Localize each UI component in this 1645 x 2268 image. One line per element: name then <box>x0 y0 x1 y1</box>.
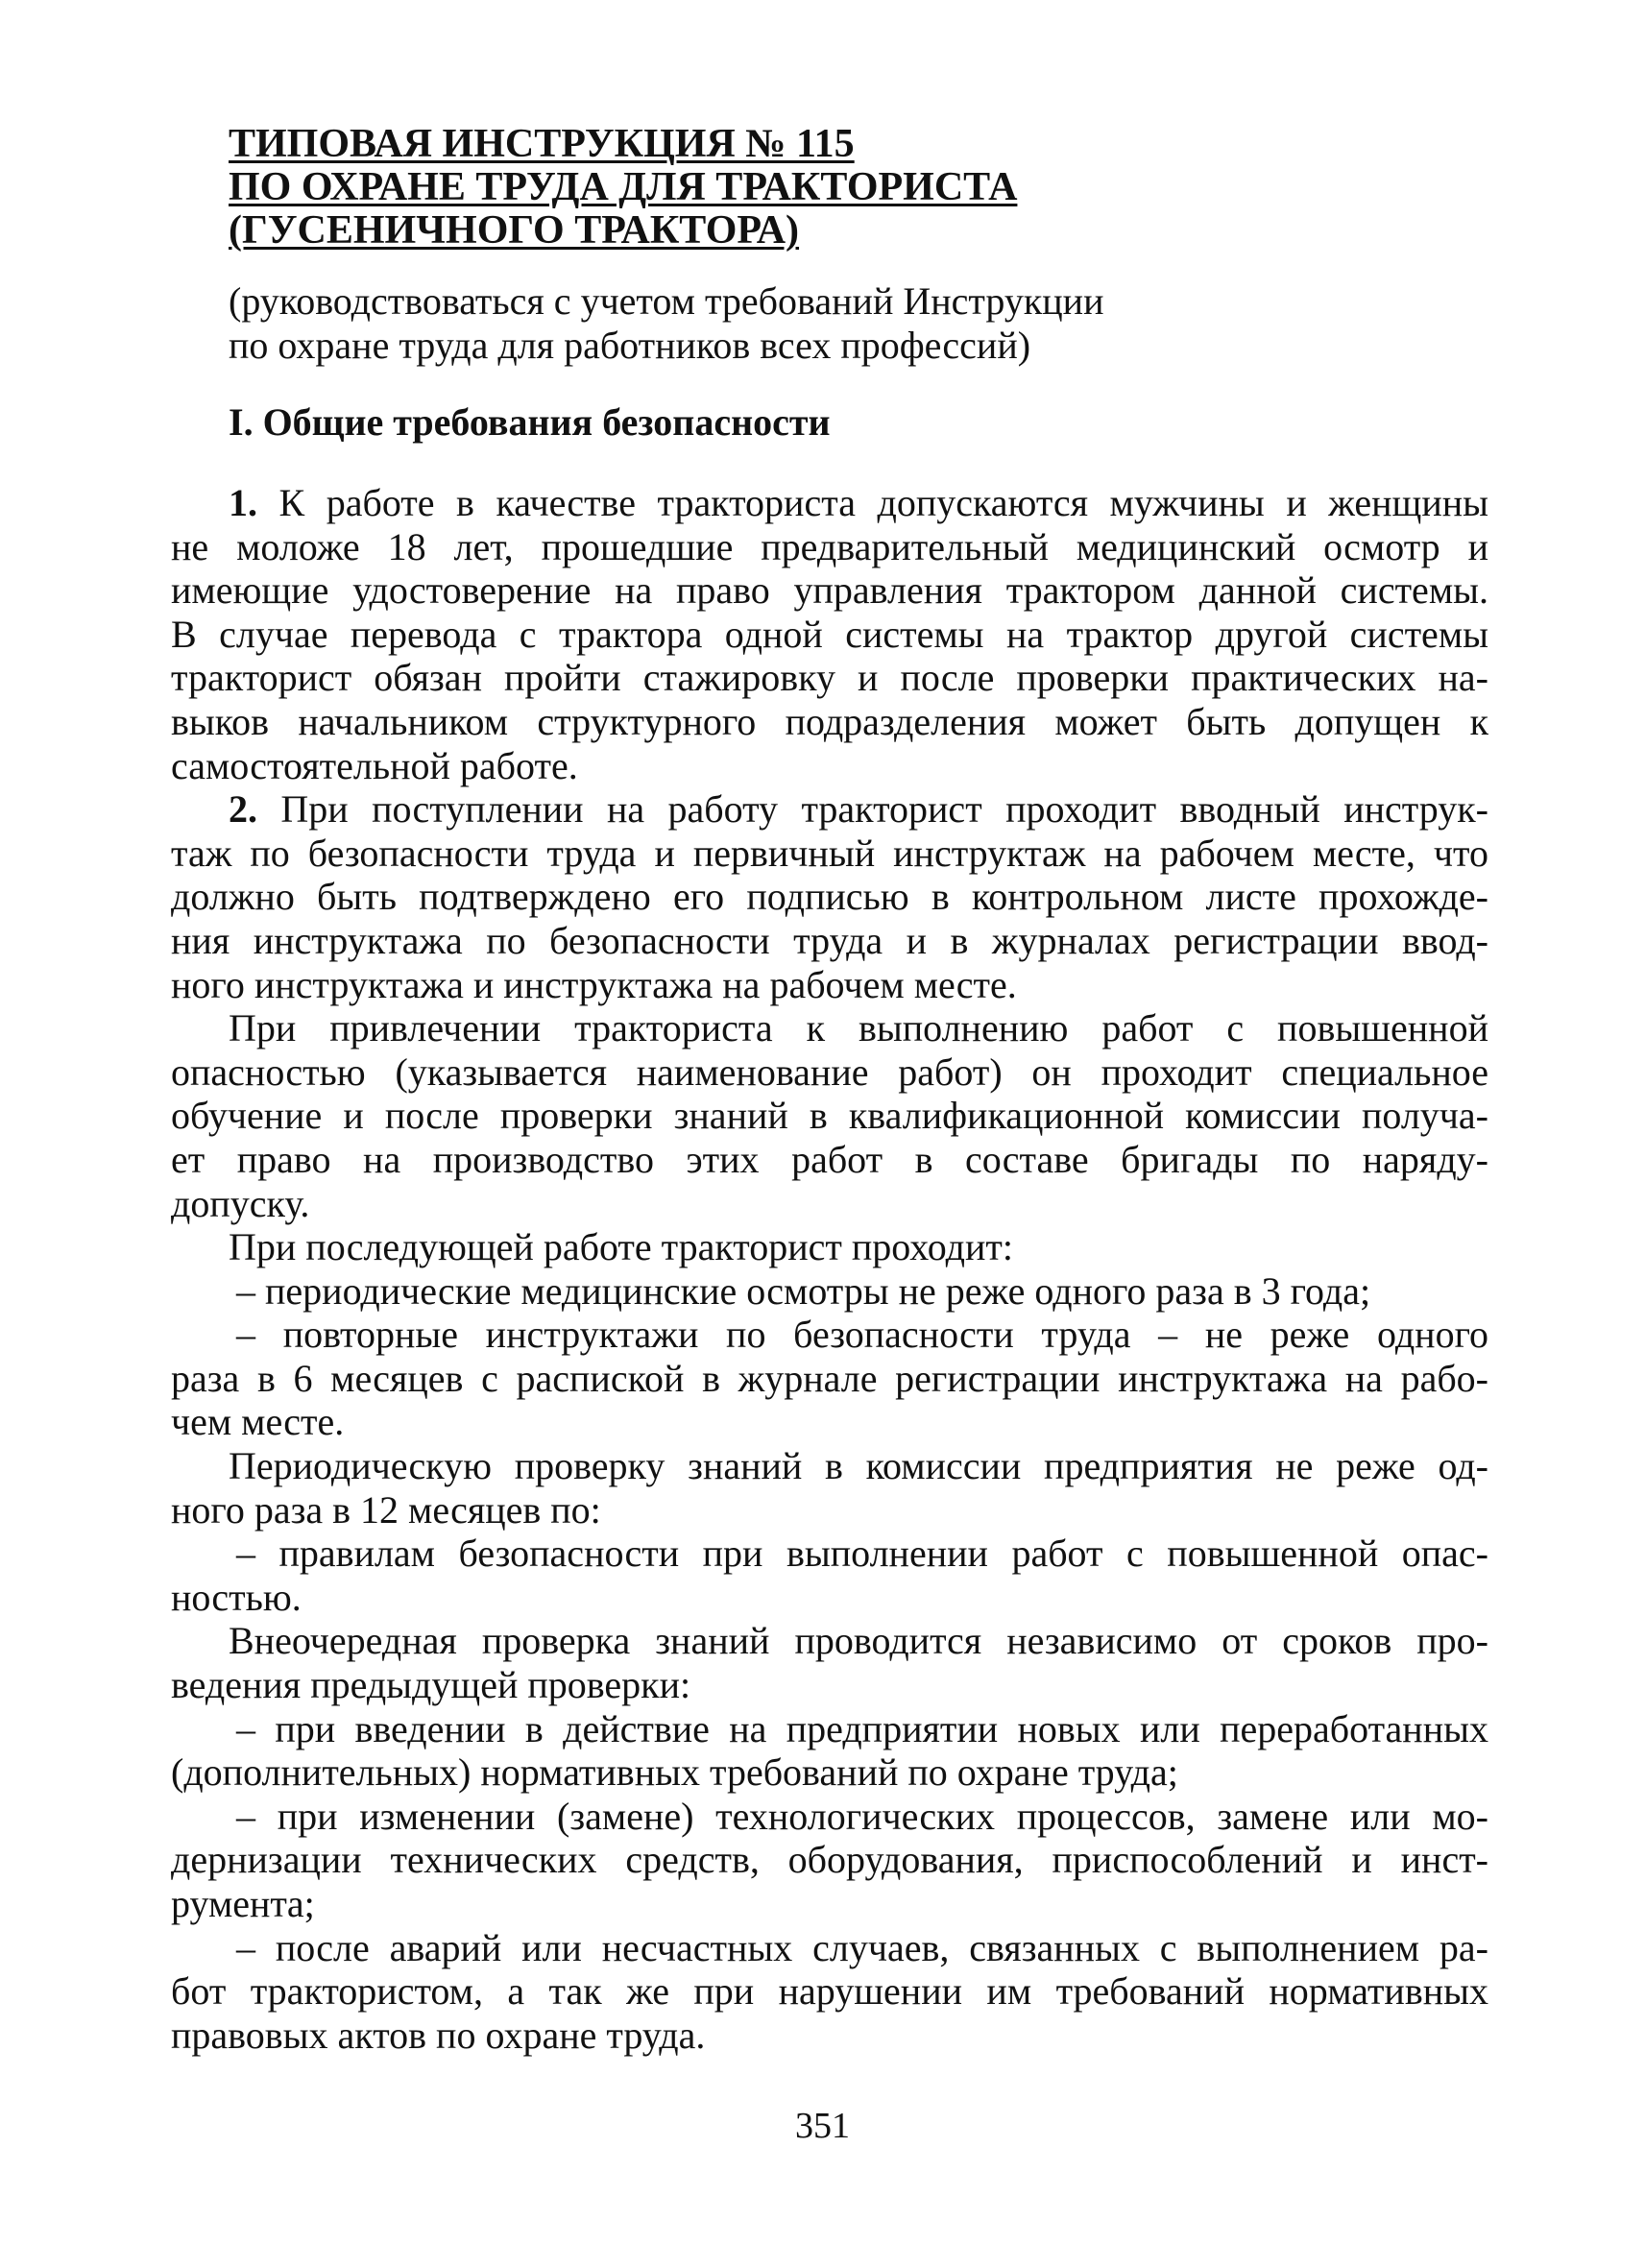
text-line <box>171 1313 1488 1357</box>
text-line <box>171 1532 1488 1576</box>
text-line <box>171 1838 1488 1882</box>
text-line <box>171 1357 1488 1401</box>
line-text: – при введении в действие на предприятии новых или переработанных <box>236 1706 1488 1750</box>
line-text: опасностью (указывается наименование работ) он проходит специальное <box>171 1050 1488 1094</box>
document-page <box>171 123 1488 2057</box>
line-text: чем месте. <box>171 1400 345 1444</box>
text-line <box>171 1707 1488 1751</box>
text-line <box>171 1926 1488 1970</box>
document-title <box>229 123 1488 253</box>
list-item <box>171 1795 1488 1926</box>
paragraph <box>171 1619 1488 1706</box>
title-line: (ГУСЕНИЧНОГО ТРАКТОРА) <box>229 208 800 253</box>
line-text: ет право на производство этих работ в составе бригады по наряду- <box>171 1137 1488 1181</box>
text-line <box>171 1969 1488 2014</box>
text-line <box>171 1619 1488 1663</box>
list-item <box>171 1532 1488 1619</box>
line-text: имеющие удостоверение на право управления трактором данной системы. <box>171 568 1488 613</box>
text-line <box>171 1094 1488 1138</box>
paragraph-number: 2. <box>229 787 257 832</box>
paragraph <box>171 1225 1488 1269</box>
line-text: При последующей работе тракторист проходит: <box>229 1225 1013 1269</box>
title-line: ПО ОХРАНЕ ТРУДА ДЛЯ ТРАКТОРИСТА <box>229 165 1018 209</box>
subtitle-line: по охране труда для работников всех профессий) <box>229 324 1031 367</box>
text-line <box>171 656 1488 700</box>
paragraph <box>171 1444 1488 1532</box>
line-text: не моложе 18 лет, прошедшие предварительный медицинский осмотр и <box>171 524 1488 568</box>
line-text: К работе в качестве тракториста допускаются мужчины и женщины <box>257 481 1488 524</box>
line-text: При поступлении на работу тракторист проходит вводный инструк- <box>257 787 1488 832</box>
line-text: – правилам безопасности при выполнении работ с повышенной опас- <box>236 1532 1488 1576</box>
paragraph <box>171 481 1488 787</box>
line-text: должно быть подтверждено его подписью в контрольном листе прохожде- <box>171 875 1488 919</box>
line-text: ведения предыдущей проверки: <box>171 1663 691 1707</box>
document-subtitle <box>229 279 1488 368</box>
line-text: таж по безопасности труда и первичный инструктаж на рабочем месте, что <box>171 831 1488 875</box>
line-text: Внеочередная проверка знаний проводится независимо от сроков про- <box>229 1619 1488 1663</box>
text-line <box>171 875 1488 919</box>
paragraph-number: 1. <box>229 481 257 524</box>
text-line <box>171 481 1488 525</box>
text-line <box>171 525 1488 569</box>
text-line <box>171 568 1488 613</box>
line-text: допуску. <box>171 1181 310 1225</box>
text-line <box>171 744 1488 788</box>
line-text: – повторные инструктажи по безопасности труда – не реже одного <box>236 1313 1488 1357</box>
line-text: (дополнительных) нормативных требований по охране труда; <box>171 1750 1178 1795</box>
text-line <box>171 1444 1488 1488</box>
text-line <box>171 1225 1488 1269</box>
line-text: самостоятельной работе. <box>171 743 578 787</box>
line-text: ного раза в 12 месяцев по: <box>171 1487 601 1532</box>
line-text: дернизации технических средств, оборудования, приспособлений и инст- <box>171 1838 1488 1882</box>
list-item <box>171 1313 1488 1444</box>
page-number: 351 <box>795 2106 850 2146</box>
text-line <box>171 1050 1488 1095</box>
text-line <box>171 787 1488 832</box>
text-line <box>171 1182 1488 1226</box>
text-line <box>171 1795 1488 1839</box>
line-text: – периодические медицинские осмотры не реже одного раза в 3 года; <box>236 1268 1371 1313</box>
line-text: ния инструктажа по безопасности труда и в журналах регистрации ввод- <box>171 918 1488 962</box>
line-text: Периодическую проверку знаний в комиссии предприятия не реже од- <box>229 1444 1488 1488</box>
text-line <box>171 1488 1488 1532</box>
text-line <box>171 919 1488 963</box>
text-line <box>171 1882 1488 1926</box>
line-text: выков начальником структурного подразделения может быть допущен к <box>171 699 1488 743</box>
text-line <box>171 700 1488 744</box>
line-text: ного инструктажа и инструктажа на рабочем месте. <box>171 962 1017 1006</box>
line-text: При привлечении тракториста к выполнению работ с повышенной <box>229 1006 1488 1050</box>
text-line <box>171 2014 1488 2058</box>
line-text: раза в 6 месяцев с распиской в журнале регистрации инструктажа на рабо- <box>171 1356 1488 1400</box>
line-text: тракторист обязан пройти стажировку и после проверки практических на- <box>171 656 1488 700</box>
list-item <box>171 1926 1488 2058</box>
text-line <box>171 1138 1488 1182</box>
text-line <box>171 1750 1488 1795</box>
text-line <box>171 613 1488 657</box>
line-text: обучение и после проверки знаний в квалификационной комиссии получа- <box>171 1094 1488 1138</box>
line-text: – при изменении (замене) технологических процессов, замене или мо- <box>236 1794 1488 1838</box>
text-line <box>171 1400 1488 1444</box>
text-line <box>171 1006 1488 1050</box>
text-line <box>171 1663 1488 1707</box>
line-text: ностью. <box>171 1575 302 1619</box>
text-line <box>171 963 1488 1007</box>
subtitle-line: (руководствоваться с учетом требований Инструкции <box>229 279 1104 323</box>
document-body <box>171 481 1488 2057</box>
list-item <box>171 1707 1488 1795</box>
text-line <box>171 1269 1488 1314</box>
list-item <box>171 1269 1488 1314</box>
line-text: правовых актов по охране труда. <box>171 2013 706 2057</box>
line-text: бот трактористом, а так же при нарушении им требований нормативных <box>171 1969 1488 2014</box>
section-heading: I. Общие требования безопасности <box>229 400 831 444</box>
text-line <box>171 1576 1488 1620</box>
title-line: ТИПОВАЯ ИНСТРУКЦИЯ № 115 <box>229 122 855 166</box>
text-line <box>171 832 1488 876</box>
line-text: рументa; <box>171 1882 315 1925</box>
paragraph <box>171 787 1488 1006</box>
paragraph <box>171 1006 1488 1225</box>
line-text: В случае перевода с трактора одной системы на трактор другой системы <box>171 612 1488 656</box>
line-text: – после аварий или несчастных случаев, связанных с выполнением ра- <box>236 1925 1488 1969</box>
